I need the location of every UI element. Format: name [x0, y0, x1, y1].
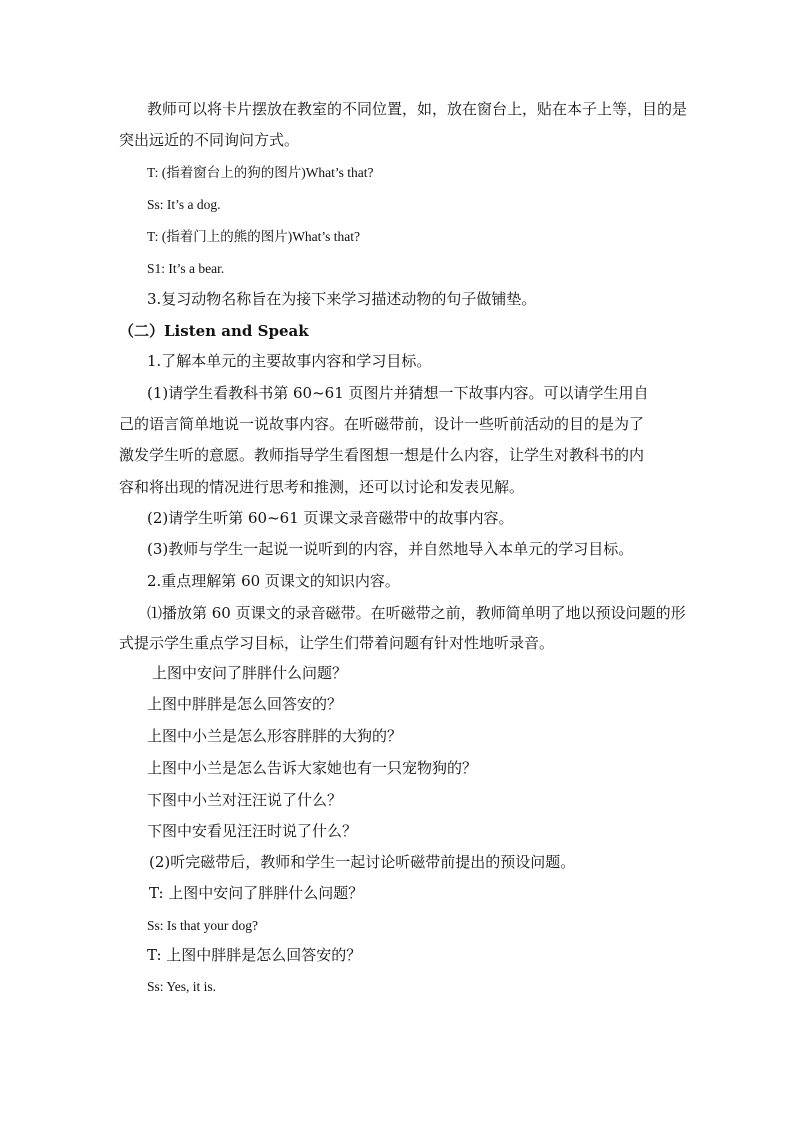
dialogue-line: T: (指着门上的熊的图片)What’s that? [147, 229, 361, 244]
dialogue-line: T: 上图中胖胖是怎么回答安的？ [147, 946, 362, 964]
dialogue-line: T: (指着窗台上的狗的图片)What’s that? [147, 165, 374, 180]
dialogue-line: Ss: Is that your dog? [147, 918, 258, 933]
paragraph-line: 己的语言简单地说一说故事内容。在听磁带前，设计一些听前活动的目的是为了 [119, 415, 645, 433]
question-line: 下图中安看见汪汪时说了什么？ [147, 822, 358, 840]
paragraph-line: 教师可以将卡片摆放在教室的不同位置，如，放在窗台上，贴在本子上等，目的是 [147, 100, 688, 118]
paragraph-line: ⑴播放第 60 页课文的录音磁带。在听磁带之前，教师简单明了地以预设问题的形 [147, 604, 686, 622]
question-line: 上图中小兰是怎么形容胖胖的大狗的？ [147, 727, 403, 745]
paragraph-line: 3.复习动物名称旨在为接下来学习描述动物的句子做铺垫。 [147, 290, 537, 308]
dialogue-line: Ss: Yes, it is. [147, 979, 217, 994]
question-line: 下图中小兰对汪汪说了什么？ [147, 791, 343, 809]
dialogue-line: T: 上图中安问了胖胖什么问题？ [149, 884, 364, 902]
question-line: 上图中胖胖是怎么回答安的？ [147, 695, 343, 713]
paragraph-line: (2)请学生听第 60~61 页课文录音磁带中的故事内容。 [147, 509, 514, 527]
section-heading: （二）Listen and Speak [119, 322, 309, 340]
paragraph-line: (2)听完磁带后，教师和学生一起讨论听磁带前提出的预设问题。 [149, 853, 576, 871]
paragraph-line: 容和将出现的情况进行思考和推测，还可以讨论和发表见解。 [119, 478, 525, 496]
question-line: 上图中小兰是怎么告诉大家她也有一只宠物狗的？ [147, 759, 478, 777]
paragraph-line: 1.了解本单元的主要故事内容和学习目标。 [147, 352, 432, 370]
paragraph-line: 激发学生听的意愿。教师指导学生看图想一想是什么内容，让学生对教科书的内 [119, 446, 645, 464]
paragraph-line: (1)请学生看教科书第 60~61 页图片并猜想一下故事内容。可以请学生用自 [147, 384, 649, 402]
paragraph-line: 突出远近的不同询问方式。 [119, 131, 300, 149]
question-line: 上图中安问了胖胖什么问题？ [152, 664, 348, 682]
dialogue-line: Ss: It’s a dog. [147, 197, 221, 212]
dialogue-line: S1: It’s a bear. [147, 261, 225, 276]
paragraph-line: 2.重点理解第 60 页课文的知识内容。 [147, 572, 400, 590]
paragraph-line: (3)教师与学生一起说一说听到的内容，并自然地导入本单元的学习目标。 [147, 540, 634, 558]
paragraph-line: 式提示学生重点学习目标，让学生们带着问题有针对性地听录音。 [119, 634, 555, 652]
